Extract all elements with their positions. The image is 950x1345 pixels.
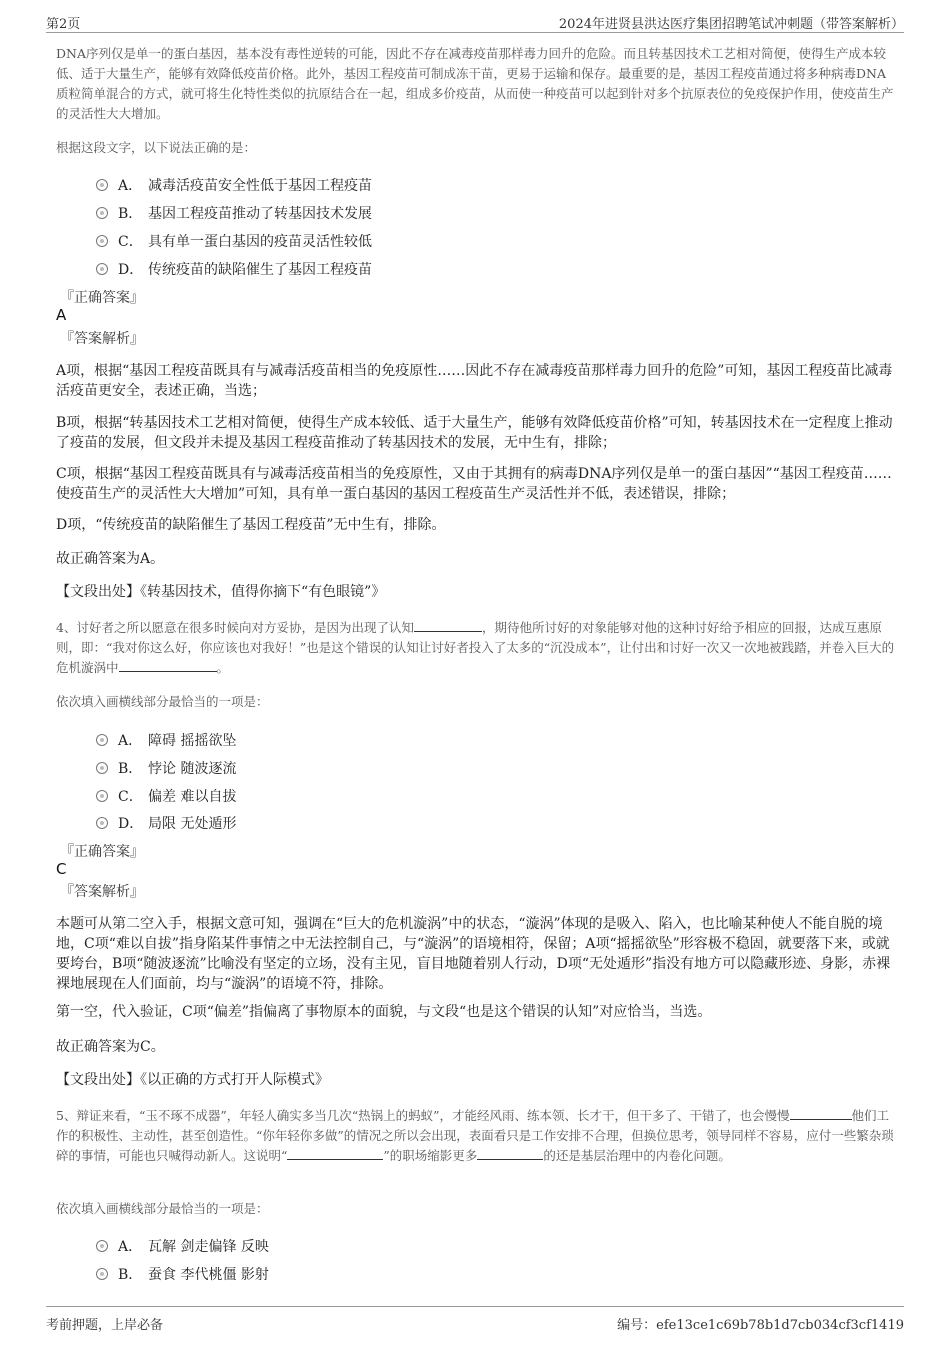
q3-analysis-a: A项，根据“基因工程疫苗既具有与减毒活疫苗相当的免疫原性……因此不存在减毒疫苗那样毒力回升的危险”可知，基因工程疫苗比减毒活疫苗更安全，表述正确，当选； [56,363,893,399]
document-id: 编号：efe13ce1c69b78b1d7cb034cf3cf1419 [617,1318,904,1333]
q3-analysis-b: B项，根据“转基因技术工艺相对简便，使得生产成本较低、适于大量生产，能够有效降低疫苗价格”可知，转基因技术在一定程度上推动了疫苗的发展，但文段并未提及基因工程疫苗推动了转基因技术的发展，无中生有，排除； [56,415,893,451]
blank-line[interactable] [790,1106,852,1120]
q3-passage: DNA序列仅是单一的蛋白基因，基本没有毒性逆转的可能，因此不存在减毒疫苗那样毒力回升的危险。而且转基因技术工艺相对简便，使得生产成本较低、适于大量生产，能够有效降低疫苗价格。此外，基因工程疫苗可制成冻干苗，更易于运输和保存。最重要的是，基因工程疫苗通过将多种病毒DNA质粒简单混合的方式，就可将生化特性类似的抗原结合在一起，组成多价疫苗，从而使一种疫苗可以起到针对多个抗原表位的免疫保护作用，使疫苗生产的灵活性大大增加。 [56,46,894,121]
blank-line[interactable] [119,658,217,672]
q4-conclusion: 故正确答案为C。 [56,1039,165,1055]
blank-line[interactable] [477,1146,543,1160]
q4-analysis-first-blank: 第一空，代入验证，C项“偏差”指偏离了事物原本的面貌，与文段“也是这个错误的认知”对应恰当，当选。 [56,1004,712,1020]
blank-line[interactable] [414,618,482,632]
q3-prompt: 根据这段文字，以下说法正确的是： [56,140,257,155]
radio-icon[interactable] [96,1240,108,1252]
q3-conclusion: 故正确答案为A。 [56,551,165,567]
q3-answer-label: 『正确答案』 [60,290,144,306]
page-header [46,10,904,33]
document-title: 2024年进贤县洪达医疗集团招聘笔试冲刺题（带答案解析） [558,17,904,32]
radio-icon[interactable] [96,179,108,191]
q3-source: 【文段出处】《转基因技术，值得你摘下“有色眼镜”》 [56,584,386,600]
q4-analysis-main: 本题可从第二空入手，根据文意可知，强调在“巨大的危机漩涡”中的状态，“漩涡”体现的是吸入、陷入，也比喻某种使人不能自脱的境地，C项“难以自拔”指身陷某件事情之中无法控制自己，与“漩涡”的语境相符，保留；A项“摇摇欲坠”形容极不稳固，就要落下来，或就要垮台，B项“随波逐流”比喻没有坚定的立场，没有主见，盲目地随着别人行动，D项“无处遁形”指没有地方可以隐藏形迹、身影，赤裸裸地展现在人们面前，均与“漩涡”的语境不符，排除。 [56,916,891,992]
radio-icon[interactable] [96,235,108,247]
footer-slogan: 考前押题，上岸必备 [46,1318,164,1333]
q4-stem: 4、讨好者之所以愿意在很多时候向对方妥协，是因为出现了认知 ，期待他所讨好的对象能够对他的这种讨好给予相应的回报，达成互惠原则，即：“我对你这么好，你应该也对我好！”也是这个错误的认知让讨好者投入了太多的“沉没成本”，让付出和讨好一次又一次地被践踏，并卷入巨大的危机漩涡中 。 [56,620,895,675]
radio-icon[interactable] [96,263,108,275]
q3-analysis-d: D项，“传统疫苗的缺陷催生了基因工程疫苗”无中生有，排除。 [56,517,446,533]
blank-line[interactable] [287,1146,383,1160]
q3-analysis-c: C项，根据“基因工程疫苗既具有与减毒活疫苗相当的免疫原性，又由于其拥有的病毒DNA序列仅是单一的蛋白基因”“基因工程疫苗……使疫苗生产的灵活性大大增加”可知，具有单一蛋白基因的基因工程疫苗生产灵活性并不低，表述错误，排除； [56,466,892,502]
radio-icon[interactable] [96,207,108,219]
q5-prompt: 依次填入画横线部分最恰当的一项是： [56,1201,269,1216]
page-footer [46,1306,904,1333]
q4-analysis-label: 『答案解析』 [60,884,144,900]
page-number: 第2页 [46,17,81,32]
radio-icon[interactable] [96,1268,108,1280]
q3-analysis-label: 『答案解析』 [60,331,144,347]
q4-answer-label: 『正确答案』 [60,844,144,860]
radio-icon[interactable] [96,762,108,774]
q4-prompt: 依次填入画横线部分最恰当的一项是： [56,694,269,709]
q4-source: 【文段出处】《以正确的方式打开人际模式》 [56,1072,329,1088]
q4-answer: C [56,860,67,878]
radio-icon[interactable] [96,790,108,802]
radio-icon[interactable] [96,817,108,829]
q5-stem: 5、辩证来看，“玉不琢不成器”，年轻人确实多当几次“热锅上的蚂蚁”，才能经风雨、练本领、长才干，但干多了、干错了，也会慢慢 他们工作的积极性、主动性，甚至创造性。“你年轻你多做”的情况之所以会出现，表面看只是工作安排不合理，但换位思考，领导同样不容易，应付一些繁杂琐碎的事情，可能也只喊得动新人。这说明“ ”的职场缩影更多 的还是基层治理中的内卷化问题。 [56,1108,894,1163]
q3-answer: A [56,306,67,324]
radio-icon[interactable] [96,734,108,746]
